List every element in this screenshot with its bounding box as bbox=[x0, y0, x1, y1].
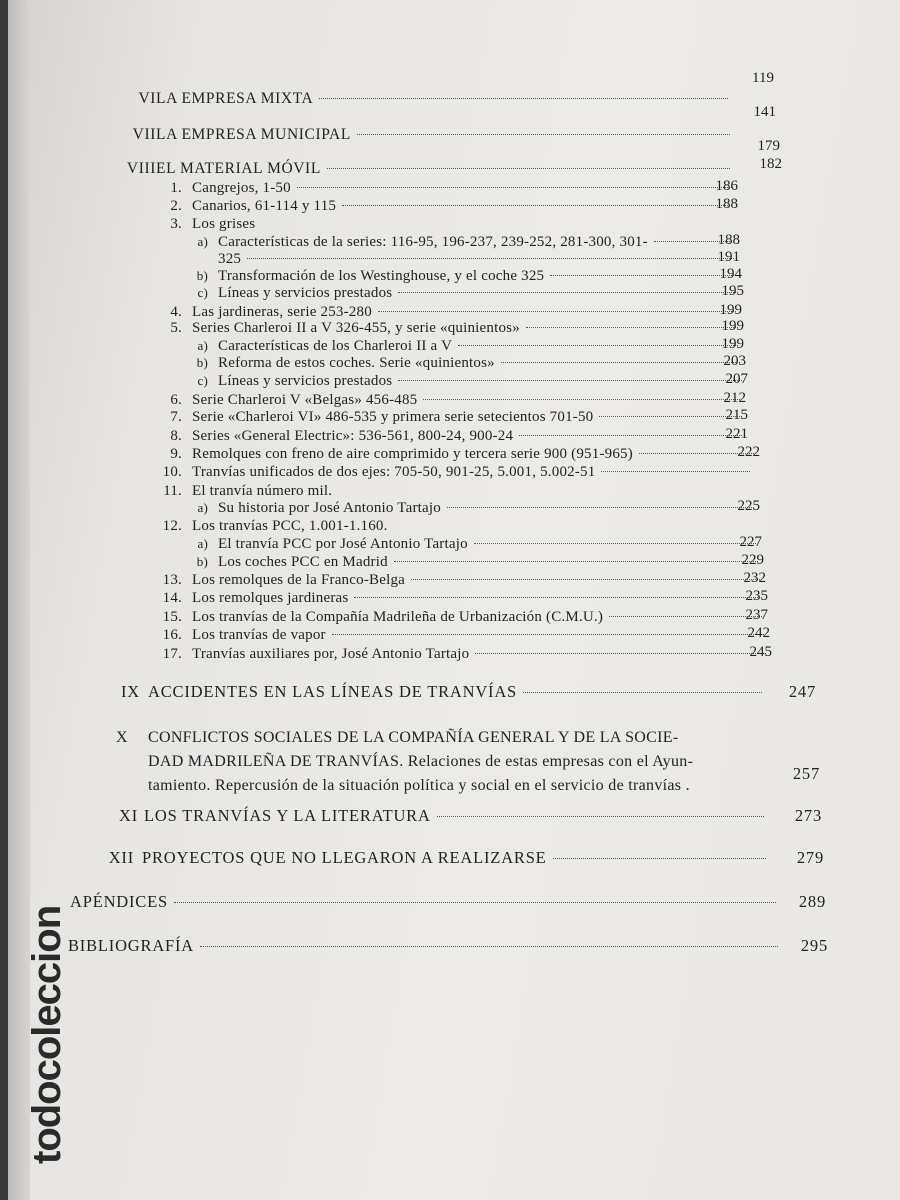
item-number: 16. bbox=[162, 627, 182, 643]
item-number: 9. bbox=[170, 446, 182, 462]
toc-subentry bbox=[148, 609, 768, 626]
toc-subentry bbox=[156, 198, 738, 215]
chapter-number: VI bbox=[138, 90, 156, 107]
chapter-title-line3: tamiento. Repercusión de la situación política y social en el servicio de tranvías . bbox=[148, 777, 690, 794]
page-number: 295 bbox=[800, 936, 828, 955]
toc-subentry bbox=[156, 216, 796, 233]
toc-subentry bbox=[148, 483, 764, 500]
item-title: Series Charleroi II a V 326-455, y serie «quinientos» bbox=[192, 320, 520, 336]
page-number: 182 bbox=[759, 156, 782, 172]
toc-subentry bbox=[156, 304, 742, 321]
item-title: Transformación de los Westinghouse, y el coche 325 bbox=[218, 268, 545, 284]
item-number: c) bbox=[197, 285, 208, 300]
page-number: 194 bbox=[719, 266, 742, 282]
toc-subentry bbox=[148, 590, 768, 607]
leader-dots bbox=[342, 205, 732, 206]
chapter-number: XI bbox=[118, 806, 138, 825]
page-number: 188 bbox=[715, 196, 738, 212]
page-number: 203 bbox=[723, 353, 746, 369]
item-number: 4. bbox=[170, 304, 182, 320]
toc-subentry bbox=[156, 428, 748, 445]
leader-dots bbox=[200, 946, 778, 947]
item-title: Los coches PCC en Madrid bbox=[218, 554, 388, 570]
toc-subentry bbox=[156, 446, 760, 463]
item-number: a) bbox=[197, 234, 208, 249]
item-title: Líneas y servicios prestados bbox=[218, 373, 393, 389]
page-number: 225 bbox=[737, 498, 760, 514]
section-title: APÉNDICES bbox=[70, 892, 168, 911]
chapter-title: LA EMPRESA MUNICIPAL bbox=[156, 126, 351, 143]
toc-subentry bbox=[148, 518, 764, 535]
toc-subentry bbox=[182, 251, 740, 268]
page-number: 199 bbox=[719, 302, 742, 318]
toc-entry-ch6 bbox=[116, 90, 734, 108]
toc-subentry bbox=[182, 234, 740, 251]
page-number: 186 bbox=[715, 178, 738, 194]
page-number: 195 bbox=[721, 283, 744, 299]
page-number: 179 bbox=[757, 138, 780, 154]
toc-entry-ch8 bbox=[106, 160, 736, 178]
toc-entry-ch10 bbox=[116, 726, 816, 798]
item-number: 12. bbox=[162, 518, 182, 534]
toc-subentry bbox=[182, 285, 744, 302]
item-number: b) bbox=[196, 268, 208, 283]
toc-subentry bbox=[156, 320, 744, 337]
page-number: 199 bbox=[721, 318, 744, 334]
page-number: 207 bbox=[725, 371, 748, 387]
item-title: Series «General Electric»: 536-561, 800-24, 900-24 bbox=[192, 428, 514, 444]
page-number: 199 bbox=[721, 336, 744, 352]
leader-dots bbox=[354, 597, 762, 598]
toc-subentry bbox=[156, 180, 738, 197]
item-number: 7. bbox=[170, 409, 182, 425]
page-number: 235 bbox=[745, 588, 768, 604]
item-number: a) bbox=[197, 338, 208, 353]
item-title: Los tranvías de la Compañía Madrileña de Urbanización (C.M.U.) bbox=[192, 609, 604, 625]
item-title: Cangrejos, 1-50 bbox=[192, 180, 291, 196]
toc-subentry bbox=[182, 373, 748, 390]
chapter-title: LOS TRANVÍAS Y LA LITERATURA bbox=[144, 806, 431, 825]
item-title: Los grises bbox=[192, 216, 256, 232]
toc-entry-ch7 bbox=[116, 126, 736, 144]
toc-subentry bbox=[182, 536, 762, 553]
page-number: 119 bbox=[752, 70, 774, 86]
page-number: 188 bbox=[717, 232, 740, 248]
item-title: El tranvía número mil. bbox=[192, 483, 333, 499]
toc-entry-ch11 bbox=[102, 806, 770, 826]
item-number: 17. bbox=[162, 646, 182, 662]
leader-dots bbox=[437, 816, 764, 817]
toc-subentry bbox=[148, 646, 772, 663]
item-number: 11. bbox=[163, 483, 182, 499]
chapter-title: EL MATERIAL MÓVIL bbox=[156, 160, 321, 177]
page-number: 221 bbox=[725, 426, 748, 442]
chapter-title: PROYECTOS QUE NO LLEGARON A REALIZARSE bbox=[142, 848, 547, 867]
item-title: Líneas y servicios prestados bbox=[218, 285, 393, 301]
item-title: Características de los Charleroi II a V bbox=[218, 338, 453, 354]
page-number: 229 bbox=[741, 552, 764, 568]
page-number: 212 bbox=[723, 390, 746, 406]
item-number: 1. bbox=[170, 180, 182, 196]
item-title: Su historia por José Antonio Tartajo bbox=[218, 500, 441, 516]
toc-subentry bbox=[182, 268, 742, 285]
page-number: 242 bbox=[747, 625, 770, 641]
item-number: 8. bbox=[170, 428, 182, 444]
toc-subentry bbox=[148, 572, 766, 589]
item-title: Los tranvías de vapor bbox=[192, 627, 326, 643]
page-number: 279 bbox=[796, 848, 824, 867]
page-number: 257 bbox=[792, 764, 820, 783]
item-title: Reforma de estos coches. Serie «quinientos» bbox=[218, 355, 495, 371]
section-title: BIBLIOGRAFÍA bbox=[68, 936, 195, 955]
item-title: Serie «Charleroi VI» 486-535 y primera serie setecientos 701-50 bbox=[192, 409, 594, 425]
chapter-title: LA EMPRESA MIXTA bbox=[156, 90, 314, 107]
item-title: Tranvías unificados de dos ejes: 705-50, 901-25, 5.001, 5.002-51 bbox=[192, 464, 596, 480]
item-title: Los remolques de la Franco-Belga bbox=[192, 572, 406, 588]
item-number: b) bbox=[196, 554, 208, 569]
item-title: Serie Charleroi V «Belgas» 456-485 bbox=[192, 392, 418, 408]
page-number: 191 bbox=[717, 249, 740, 265]
item-title: Las jardineras, serie 253-280 bbox=[192, 304, 372, 320]
leader-dots bbox=[297, 187, 732, 188]
item-title: Los remolques jardineras bbox=[192, 590, 349, 606]
chapter-number: IX bbox=[120, 682, 140, 701]
item-title: El tranvía PCC por José Antonio Tartajo bbox=[218, 536, 468, 552]
chapter-title-line1: CONFLICTOS SOCIALES DE LA COMPAÑÍA GENERAL Y DE LA SOCIE- bbox=[148, 729, 679, 746]
chapter-number: VIII bbox=[126, 160, 156, 177]
item-number: 2. bbox=[170, 198, 182, 214]
toc-subentry bbox=[182, 500, 760, 517]
leader-dots bbox=[174, 902, 776, 903]
item-title: Características de la series: 116-95, 196-237, 239-252, 281-300, 301- bbox=[218, 234, 648, 250]
watermark-logo: todocoleccion bbox=[25, 905, 69, 1165]
page-number: 141 bbox=[753, 104, 776, 120]
leader-dots bbox=[523, 692, 762, 693]
chapter-number: VII bbox=[132, 126, 156, 143]
item-title: Canarios, 61-114 y 115 bbox=[192, 198, 337, 214]
item-number: a) bbox=[197, 500, 208, 515]
page-number: 289 bbox=[798, 892, 826, 911]
item-title: Tranvías auxiliares por, José Antonio Tartajo bbox=[192, 646, 470, 662]
page-number: 232 bbox=[743, 570, 766, 586]
item-number: 10. bbox=[162, 464, 182, 480]
toc-entry-ch9 bbox=[108, 682, 768, 702]
leader-dots bbox=[247, 258, 734, 259]
page-number: 237 bbox=[745, 607, 768, 623]
page-number: 245 bbox=[749, 644, 772, 660]
item-number: 14. bbox=[162, 590, 182, 606]
chapter-number: X bbox=[116, 729, 128, 746]
toc-subentry bbox=[182, 554, 764, 571]
page-number: 247 bbox=[788, 682, 816, 701]
toc-subentry bbox=[156, 392, 746, 409]
item-number: 15. bbox=[162, 609, 182, 625]
leader-dots bbox=[319, 98, 728, 99]
leader-dots bbox=[357, 134, 730, 135]
toc-subentry bbox=[182, 338, 744, 355]
item-title: Remolques con freno de aire comprimido y tercera serie 900 (951-965) bbox=[192, 446, 633, 462]
item-number: a) bbox=[197, 536, 208, 551]
item-number: b) bbox=[196, 355, 208, 370]
chapter-number: XII bbox=[108, 848, 134, 867]
toc-subentry bbox=[148, 627, 770, 644]
leader-dots bbox=[327, 168, 730, 169]
page-number: 273 bbox=[794, 806, 822, 825]
item-title: 325 bbox=[218, 251, 242, 267]
toc-entry-bibliografia bbox=[68, 936, 784, 956]
chapter-title-line2: DAD MADRILEÑA DE TRANVÍAS. Relaciones de estas empresas con el Ayun- bbox=[148, 753, 694, 770]
item-number: 6. bbox=[170, 392, 182, 408]
leader-dots bbox=[332, 634, 764, 635]
toc-subentry bbox=[156, 409, 748, 426]
book-page bbox=[8, 0, 900, 1200]
item-number: 13. bbox=[162, 572, 182, 588]
item-number: c) bbox=[197, 373, 208, 388]
toc-entry-ch12 bbox=[90, 848, 772, 868]
page-number: 222 bbox=[737, 444, 760, 460]
toc-subentry bbox=[148, 464, 756, 481]
item-number: 5. bbox=[170, 320, 182, 336]
page-number: 215 bbox=[725, 407, 748, 423]
leader-dots bbox=[553, 858, 766, 859]
toc-subentry bbox=[182, 355, 746, 372]
leader-dots bbox=[601, 471, 750, 472]
item-title: Los tranvías PCC, 1.001-1.160. bbox=[192, 518, 388, 534]
page-number: 227 bbox=[739, 534, 762, 550]
chapter-title: ACCIDENTES EN LAS LÍNEAS DE TRANVÍAS bbox=[148, 682, 518, 701]
toc-entry-apendices bbox=[70, 892, 782, 912]
item-number: 3. bbox=[170, 216, 182, 232]
